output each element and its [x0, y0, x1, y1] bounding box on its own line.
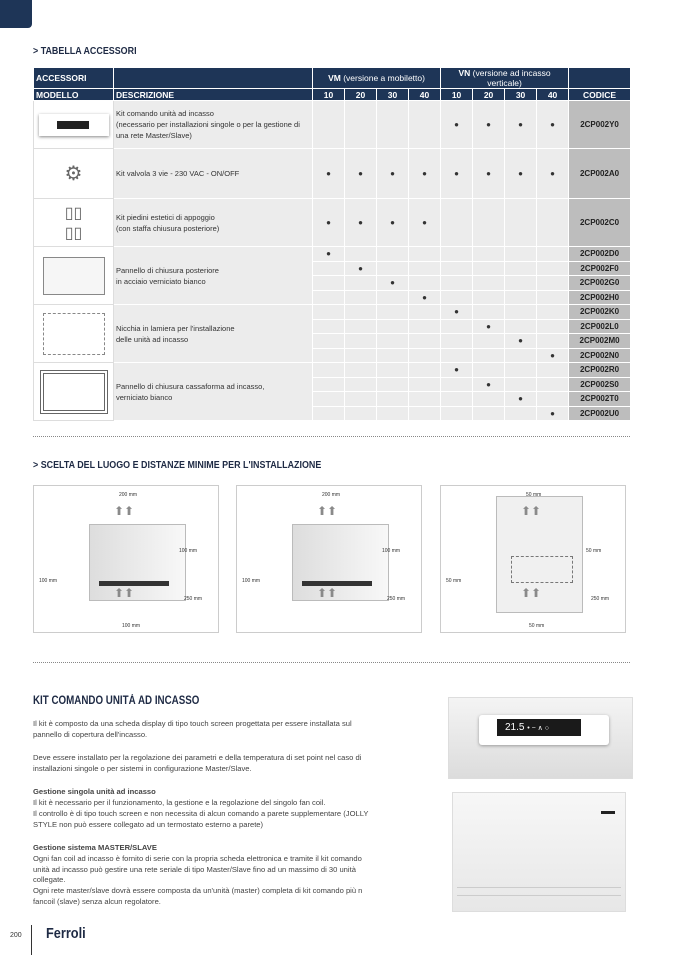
- compat-empty: [313, 290, 345, 305]
- compat-empty: [313, 319, 345, 334]
- paragraph: Il kit è necessario per il funzionamento, la gestione e la regolazione del singolo fan coil.: [33, 798, 326, 807]
- clearance-label-right: 100 mm: [179, 548, 198, 554]
- compat-empty: [505, 199, 537, 247]
- compat-empty: [409, 363, 441, 378]
- compat-empty: [473, 199, 505, 247]
- compat-dot: ●: [441, 101, 473, 149]
- compat-empty: [345, 334, 377, 349]
- description: Pannello di chiusura cassaforma ad incasso, verniciato bianco: [114, 363, 313, 421]
- compat-empty: [377, 305, 409, 320]
- compat-empty: [377, 247, 409, 262]
- clearance-label-top: 200 mm: [322, 492, 341, 498]
- code: 2CP002D0: [569, 247, 631, 262]
- compat-empty: [345, 377, 377, 392]
- compat-empty: [409, 377, 441, 392]
- compat-empty: [537, 199, 569, 247]
- header-size: 30: [505, 89, 537, 101]
- code: 2CP002H0: [569, 290, 631, 305]
- clearance-diagram: ⬆⬆ ⬆⬆ 50 mm 50 mm 50 mm 250 mm 50 mm: [440, 485, 626, 633]
- compat-empty: [473, 290, 505, 305]
- compat-empty: [409, 334, 441, 349]
- description: Kit valvola 3 vie - 230 VAC - ON/OFF: [114, 149, 313, 199]
- compat-empty: [505, 305, 537, 320]
- compat-dot: ●: [313, 199, 345, 247]
- header-accessori: ACCESSORI: [34, 68, 114, 89]
- subheading: Gestione sistema MASTER/SLAVE: [33, 843, 157, 852]
- clearance-diagram: ⬆⬆ ⬆⬆ 200 mm 100 mm 100 mm 250 mm: [236, 485, 422, 633]
- compat-dot: ●: [377, 149, 409, 199]
- compat-dot: ●: [409, 199, 441, 247]
- compat-empty: [409, 247, 441, 262]
- control-panel-photo: [448, 697, 633, 779]
- subheading: Gestione singola unità ad incasso: [33, 787, 156, 796]
- compat-empty: [505, 276, 537, 291]
- compat-dot: ●: [473, 377, 505, 392]
- compat-empty: [313, 406, 345, 421]
- compat-empty: [345, 305, 377, 320]
- compat-empty: [345, 363, 377, 378]
- compat-empty: [473, 305, 505, 320]
- footer-rule: [31, 925, 32, 955]
- compat-empty: [409, 261, 441, 276]
- compat-empty: [345, 406, 377, 421]
- table-row: [34, 101, 631, 149]
- clearance-label-front: 250 mm: [184, 596, 203, 602]
- table-row: [34, 199, 631, 247]
- code: 2CP002T0: [569, 392, 631, 407]
- compat-empty: [313, 276, 345, 291]
- compat-empty: [537, 377, 569, 392]
- header-size: 10: [313, 89, 345, 101]
- compat-dot: ●: [537, 348, 569, 363]
- kit-title: KIT COMANDO UNITÀ AD INCASSO: [33, 695, 200, 707]
- compat-empty: [345, 247, 377, 262]
- compat-empty: [473, 348, 505, 363]
- compat-empty: [537, 305, 569, 320]
- compat-empty: [537, 334, 569, 349]
- header-size: 40: [537, 89, 569, 101]
- header-size: 10: [441, 89, 473, 101]
- code: 2CP002K0: [569, 305, 631, 320]
- description: Pannello di chiusura posteriore in acciaio verniciato bianco: [114, 247, 313, 305]
- compat-dot: ●: [505, 101, 537, 149]
- compat-empty: [473, 261, 505, 276]
- clearance-label-front: 250 mm: [591, 596, 610, 602]
- table-row: [34, 363, 631, 378]
- header-descrizione: DESCRIZIONE: [114, 89, 313, 101]
- model-image: ⚙: [34, 149, 114, 199]
- compat-empty: [377, 261, 409, 276]
- code: 2CP002Y0: [569, 101, 631, 149]
- header-codice: CODICE: [569, 89, 631, 101]
- clearance-label-left: 50 mm: [446, 578, 462, 584]
- compat-empty: [441, 319, 473, 334]
- compat-dot: ●: [377, 199, 409, 247]
- header-vm: VM (versione a mobiletto): [313, 68, 441, 89]
- compat-dot: ●: [345, 199, 377, 247]
- compat-empty: [313, 101, 345, 149]
- header-vn: VN (versione ad incasso verticale): [441, 68, 569, 89]
- accessories-table: [33, 67, 631, 421]
- paragraph: Il controllo è di tipo touch screen e non necessita di alcun comando a parete supplementare (JOLLY STYLE non può essere collegato ad un termostato esterno a parete): [33, 809, 369, 829]
- code: 2CP002M0: [569, 334, 631, 349]
- compat-dot: ●: [377, 276, 409, 291]
- paragraph: Ogni fan coil ad incasso è fornito di serie con la propria scheda elettronica e tramite il kit comando unità ad incasso può gestire una rete seriale di tipo Master/Slave fino ad un massimo di 30 unità collegate.: [33, 854, 362, 884]
- compat-dot: ●: [505, 392, 537, 407]
- compat-empty: [505, 261, 537, 276]
- compat-empty: [473, 392, 505, 407]
- description: Kit piedini estetici di appoggio (con staffa chiusura posteriore): [114, 199, 313, 247]
- compat-empty: [313, 334, 345, 349]
- compat-empty: [377, 392, 409, 407]
- table-row: [34, 247, 631, 262]
- clearance-label-right: 100 mm: [382, 548, 401, 554]
- clearance-label-right: 50 mm: [586, 548, 602, 554]
- compat-dot: ●: [473, 149, 505, 199]
- compat-empty: [377, 363, 409, 378]
- divider: [33, 436, 630, 437]
- paragraph: Deve essere installato per la regolazione dei parametri e della temperatura di set point nel caso di installazioni singole o per sistemi in configurazione Master/Slave.: [33, 753, 362, 773]
- compat-empty: [505, 290, 537, 305]
- compat-dot: ●: [537, 101, 569, 149]
- clearance-label-left: 100 mm: [39, 578, 58, 584]
- compat-dot: ●: [473, 319, 505, 334]
- model-image: ▯▯ ▯▯: [34, 199, 114, 247]
- model-image: [34, 247, 114, 305]
- compat-empty: [345, 101, 377, 149]
- compat-empty: [537, 363, 569, 378]
- compat-empty: [345, 348, 377, 363]
- compat-empty: [313, 261, 345, 276]
- compat-empty: [537, 276, 569, 291]
- compat-empty: [537, 261, 569, 276]
- compat-dot: ●: [473, 101, 505, 149]
- compat-empty: [441, 261, 473, 276]
- compat-empty: [441, 290, 473, 305]
- compat-empty: [537, 290, 569, 305]
- compat-dot: ●: [313, 149, 345, 199]
- compat-dot: ●: [537, 149, 569, 199]
- compat-empty: [345, 392, 377, 407]
- clearance-label-bottom: 50 mm: [529, 623, 545, 629]
- compat-empty: [377, 406, 409, 421]
- compat-empty: [473, 334, 505, 349]
- code: 2CP002G0: [569, 276, 631, 291]
- compat-dot: ●: [537, 406, 569, 421]
- code: 2CP002F0: [569, 261, 631, 276]
- compat-dot: ●: [409, 290, 441, 305]
- compat-empty: [409, 319, 441, 334]
- compat-dot: ●: [345, 149, 377, 199]
- table-row: [34, 305, 631, 320]
- compat-empty: [441, 199, 473, 247]
- compat-empty: [441, 392, 473, 407]
- compat-empty: [377, 334, 409, 349]
- compat-empty: [313, 363, 345, 378]
- model-image: [34, 101, 114, 149]
- compat-dot: ●: [409, 149, 441, 199]
- compat-empty: [505, 348, 537, 363]
- code: 2CP002S0: [569, 377, 631, 392]
- clearance-label-bottom: 100 mm: [122, 623, 141, 629]
- ferroli-logo: Ferroli: [46, 925, 86, 942]
- compat-empty: [441, 406, 473, 421]
- compat-empty: [473, 276, 505, 291]
- compat-empty: [313, 392, 345, 407]
- display-screen: 21.5 • − ∧ ○: [497, 719, 581, 736]
- compat-empty: [345, 290, 377, 305]
- compat-empty: [505, 406, 537, 421]
- clearance-diagram: ⬆⬆ ⬆⬆ 200 mm 100 mm 100 mm 250 mm 100 mm: [33, 485, 219, 633]
- section-title-accessori: > TABELLA ACCESSORI: [33, 45, 137, 57]
- header-modello: MODELLO: [34, 89, 114, 101]
- code: 2CP002U0: [569, 406, 631, 421]
- compat-empty: [537, 247, 569, 262]
- compat-empty: [441, 334, 473, 349]
- compat-empty: [313, 305, 345, 320]
- code: 2CP002C0: [569, 199, 631, 247]
- divider: [33, 662, 630, 663]
- compat-empty: [473, 247, 505, 262]
- compat-empty: [441, 247, 473, 262]
- compat-empty: [409, 406, 441, 421]
- page-number: 200: [10, 932, 22, 939]
- header-size: 30: [377, 89, 409, 101]
- compat-empty: [377, 101, 409, 149]
- compat-empty: [345, 319, 377, 334]
- compat-empty: [313, 348, 345, 363]
- compat-dot: ●: [441, 363, 473, 378]
- compat-empty: [473, 406, 505, 421]
- compat-empty: [537, 319, 569, 334]
- compat-empty: [409, 276, 441, 291]
- clearance-label-top: 50 mm: [526, 492, 542, 498]
- clearance-label-top: 200 mm: [119, 492, 138, 498]
- code: 2CP002L0: [569, 319, 631, 334]
- header-size: 20: [345, 89, 377, 101]
- page-tab: [0, 0, 32, 28]
- compat-empty: [441, 348, 473, 363]
- paragraph: Ogni rete master/slave dovrà essere composta da un'unità (master) completa di kit comando più n fancoil (slave) senza alcun regolatore.: [33, 886, 363, 906]
- compat-empty: [505, 247, 537, 262]
- paragraph: Il kit è composto da una scheda display di tipo touch screen progettata per essere installata sul pannello di copertura dell'incasso.: [33, 719, 352, 739]
- compat-empty: [377, 377, 409, 392]
- clearance-label-left: 100 mm: [242, 578, 261, 584]
- compat-empty: [505, 377, 537, 392]
- compat-empty: [313, 377, 345, 392]
- compat-empty: [505, 363, 537, 378]
- compat-dot: ●: [441, 305, 473, 320]
- fancoil-photo: [452, 792, 626, 912]
- compat-empty: [409, 101, 441, 149]
- description: Kit comando unità ad incasso (necessario per installazioni singole o per la gestione di una rete Master/Slave): [114, 101, 313, 149]
- compat-empty: [441, 377, 473, 392]
- compat-empty: [505, 319, 537, 334]
- model-image: [34, 363, 114, 421]
- compat-dot: ●: [505, 334, 537, 349]
- fancoil-unit: [292, 524, 389, 601]
- compat-empty: [377, 348, 409, 363]
- compat-dot: ●: [441, 149, 473, 199]
- description: Nicchia in lamiera per l'installazione delle unità ad incasso: [114, 305, 313, 363]
- compat-dot: ●: [313, 247, 345, 262]
- fancoil-unit: [89, 524, 186, 601]
- section-title-installazione: > SCELTA DEL LUOGO E DISTANZE MINIME PER L'INSTALLAZIONE: [33, 459, 322, 471]
- compat-empty: [377, 319, 409, 334]
- compat-empty: [473, 363, 505, 378]
- clearance-label-front: 250 mm: [387, 596, 406, 602]
- compat-empty: [441, 276, 473, 291]
- table-row: [34, 149, 631, 199]
- model-image: [34, 305, 114, 363]
- compat-empty: [345, 276, 377, 291]
- compat-empty: [537, 392, 569, 407]
- compat-empty: [409, 348, 441, 363]
- compat-empty: [409, 305, 441, 320]
- header-size: 40: [409, 89, 441, 101]
- code: 2CP002N0: [569, 348, 631, 363]
- code: 2CP002A0: [569, 149, 631, 199]
- compat-dot: ●: [505, 149, 537, 199]
- compat-empty: [409, 392, 441, 407]
- compat-dot: ●: [345, 261, 377, 276]
- compat-empty: [377, 290, 409, 305]
- header-size: 20: [473, 89, 505, 101]
- code: 2CP002R0: [569, 363, 631, 378]
